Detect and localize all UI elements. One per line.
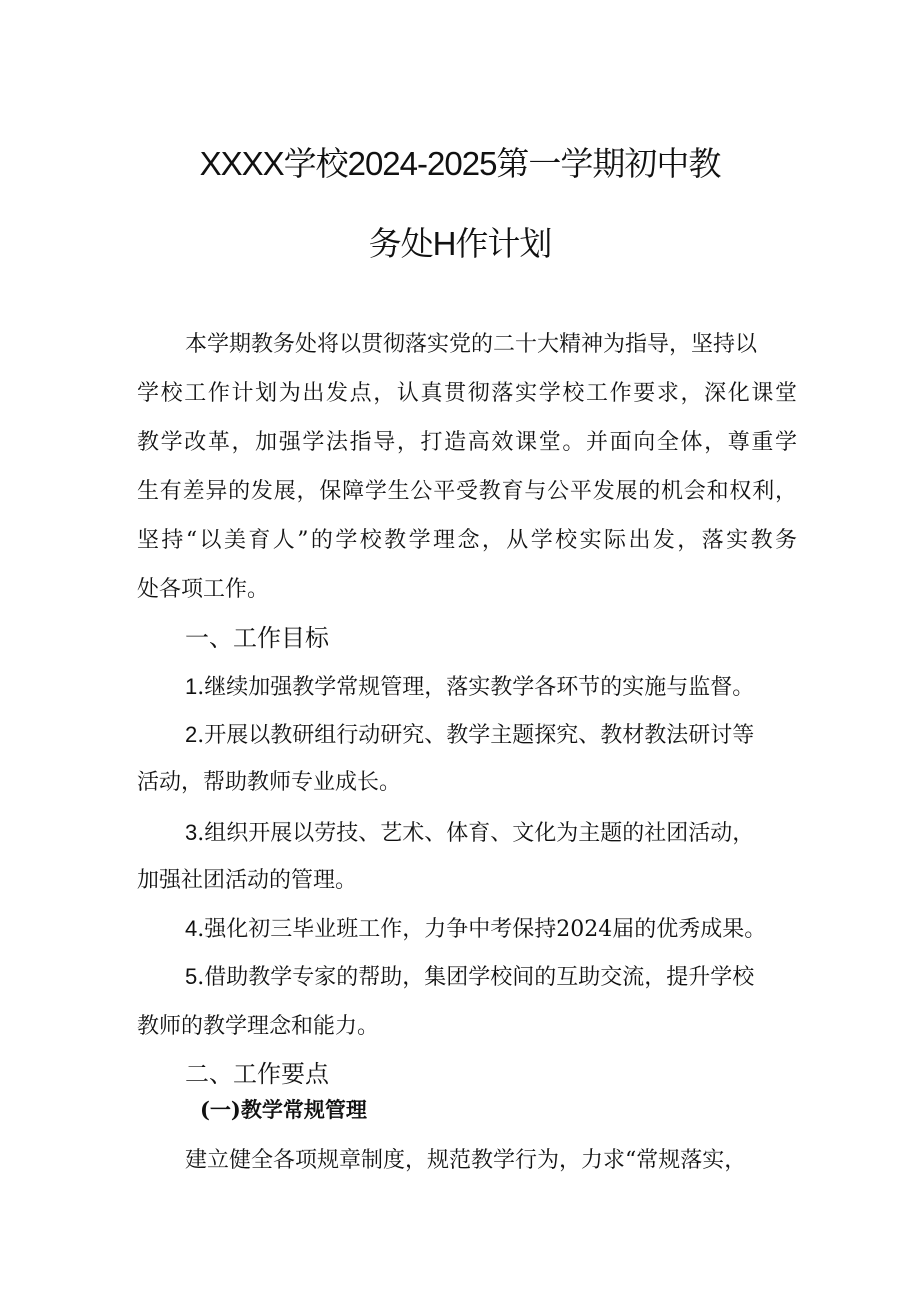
goal-item-3 [185, 818, 797, 849]
document-title-line-2: 务处H作计划 [368, 225, 552, 262]
goal-item-5 [185, 962, 797, 993]
section-heading-work-points: 二、工作要点 [185, 1061, 329, 1088]
goal-item-2-continued: 活动，帮助教师专业成长。 [137, 770, 402, 795]
intro-line-6: 处各项工作。 [137, 577, 270, 602]
goal-item-text: .强化初三毕业班工作，力争中考保持2024届的优秀成果。 [197, 917, 767, 942]
document-title-line-1: XXXX学校2024-2025第一学期初中教 [199, 145, 721, 182]
routine-paragraph-line-1: 建立健全各项规章制度，规范教学行为，力求“常规落实， [185, 1148, 747, 1173]
section-heading-work-goals: 一、工作目标 [185, 625, 329, 652]
intro-line-2: 学校工作计划为出发点，认真贯彻落实学校工作要求，深化课堂 [137, 381, 797, 406]
goal-item-3-continued: 加强社团活动的管理。 [137, 868, 358, 893]
goal-item-2 [185, 720, 797, 751]
intro-line-4: 生有差异的发展，保障学生公平受教育与公平发展的机会和权利， [137, 479, 797, 504]
intro-line-3: 教学改革，加强学法指导，打造高效课堂。并面向全体，尊重学 [137, 430, 797, 455]
goal-item-number: 2 [185, 722, 198, 747]
goal-item-text: .开展以教研组行动研究、教学主题探究、教材教法研讨等 [197, 723, 755, 748]
goal-item-number: 4 [185, 916, 198, 941]
goal-item-text: .组织开展以劳技、艺术、体育、文化为主题的社团活动， [197, 821, 755, 846]
goal-item-1 [185, 672, 797, 703]
goal-item-5-continued: 教师的教学理念和能力。 [137, 1014, 380, 1039]
goal-item-number: 5 [185, 964, 198, 989]
goal-item-number: 1 [185, 674, 198, 699]
goal-item-text: .借助教学专家的帮助，集团学校间的互助交流，提升学校 [197, 965, 755, 990]
intro-line-5: 坚持“以美育人”的学校教学理念，从学校实际出发，落实教务 [137, 528, 797, 553]
goal-item-number: 3 [185, 820, 198, 845]
goal-item-4 [185, 914, 797, 945]
goal-item-text: .继续加强教学常规管理，落实教学各环节的实施与监督。 [197, 675, 755, 700]
intro-line-1: 本学期教务处将以贯彻落实党的二十大精神为指导，坚持以 [185, 332, 758, 357]
subsection-heading-teaching-routine: (一)教学常规管理 [200, 1097, 367, 1122]
